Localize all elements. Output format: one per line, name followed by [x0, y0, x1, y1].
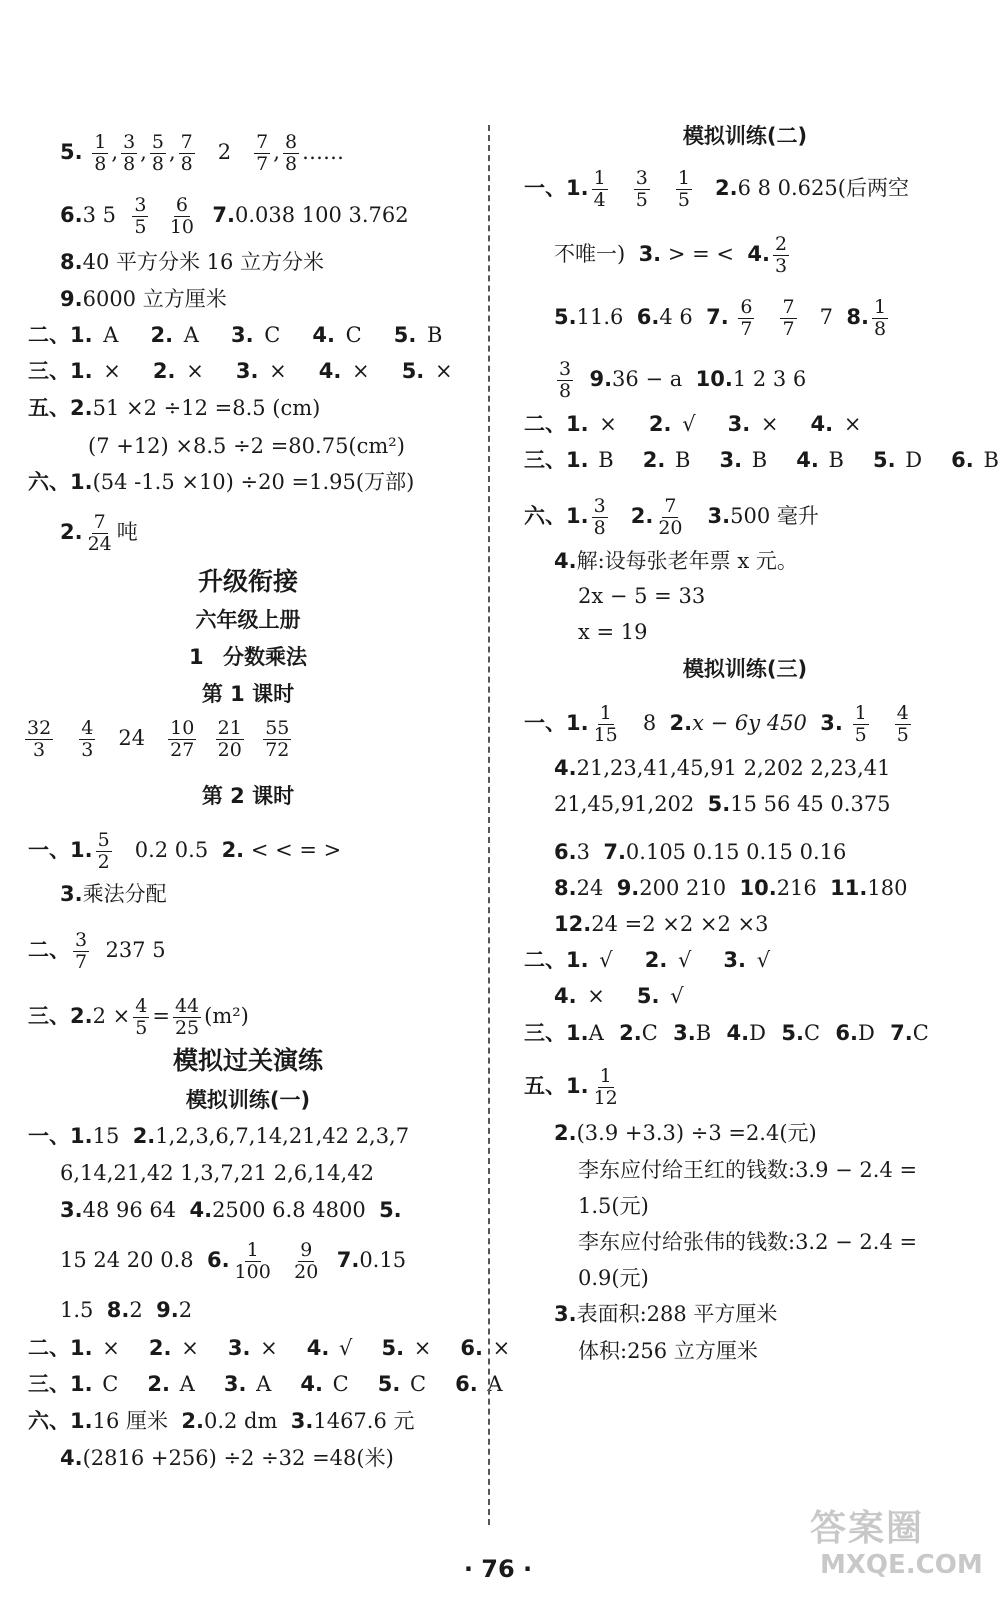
fraction: $\frac{1}{4}$ [593, 167, 606, 211]
fraction: $\frac{1}{12}$ [593, 1065, 618, 1109]
fraction: $\frac{7}{24}$ [87, 511, 112, 555]
left-line-8: (7 +12) ×8.5 ÷2 =80.75(cm²) [88, 434, 405, 458]
left-line-10: 2. $\frac{7}{24}$ 吨 [60, 511, 138, 555]
left-line-17: 6,14,21,42 1,3,7,21 2,6,14,42 [60, 1161, 374, 1185]
right-line-3: 5.11.6 6.4 6 7. $\frac{6}{7}$ $\frac{7}{7}$ 7 8. $\frac{1}{8}$ [554, 296, 887, 340]
right-line-19: 三、1.A 2.C 3.B 4.D 5.C 6.D 7.C [524, 1021, 929, 1045]
fraction: $\frac{9}{20}$ [294, 1239, 319, 1283]
fraction: $\frac{1}{100}$ [234, 1239, 271, 1283]
fraction: $\frac{44}{25}$ [174, 995, 200, 1039]
left-line-18: 3.48 96 64 4.2500 6.8 4800 5. [60, 1198, 402, 1222]
fraction: $\frac{32}{3}$ [27, 717, 52, 761]
left-line-14: 二、 $\frac{3}{7}$ 237 5 [28, 929, 166, 973]
right-line-20: 五、1. $\frac{1}{12}$ [524, 1065, 618, 1109]
left-line-4: 9.6000 立方厘米 [60, 287, 227, 311]
left-line-7: 五、2.51 ×2 ÷12 =8.5 (cm) [28, 396, 321, 420]
right-line-23: 1.5(元) [578, 1194, 649, 1218]
fraction: $\frac{7}{8}$ [180, 131, 193, 175]
fraction: $\frac{1}{8}$ [873, 296, 887, 340]
left-line-12: 一、1. $\frac{5}{2}$ 0.2 0.5 2. < < = > [28, 829, 342, 873]
left-line-20: 1.5 8.2 9.2 [60, 1298, 193, 1322]
right-line-14: 6.3 7.0.105 0.15 0.15 0.16 [554, 840, 847, 864]
page-number: · 76 · [463, 1555, 533, 1583]
right-line-16: 12.24 =2 ×2 ×2 ×3 [554, 912, 769, 936]
right-line-15: 8.24 9.200 210 10.216 11.180 [554, 876, 908, 900]
lesson-heading-2: 第 2 课时 [201, 784, 295, 808]
right-line-27: 体积:256 立方厘米 [578, 1339, 758, 1363]
left-line-21: 二、1. × 2. × 3. × 4. √ 5. × 6. × [28, 1336, 511, 1360]
left-line-23: 六、1.16 厘米 2.0.2 dm 3.1467.6 元 [28, 1409, 415, 1433]
fraction: $\frac{8}{8}$ [284, 131, 298, 175]
fraction: $\frac{4}{5}$ [896, 702, 909, 746]
fraction: $\frac{5}{8}$ [151, 131, 164, 175]
right-line-5: 二、1. × 2. √ 3. × 4. × [524, 412, 862, 436]
right-line-18: 4. × 5. √ [554, 984, 684, 1008]
watermark-text-en: MXQE.COM [820, 1550, 983, 1580]
fraction: $\frac{6}{10}$ [169, 194, 194, 238]
fraction: $\frac{3}{5}$ [635, 167, 648, 211]
fraction: $\frac{7}{7}$ [256, 131, 269, 175]
left-line-2: 6.3 5 $\frac{3}{5}$ $\frac{6}{10}$ 7.0.038 100 3.762 [60, 194, 409, 238]
right-line-6: 三、1. B 2. B 3. B 4. B 5. D 6. B [524, 448, 999, 472]
right-line-1: 一、1. $\frac{1}{4}$ $\frac{3}{5}$ $\frac{1}{5}$ 2.6 8 0.625(后两空 [524, 167, 909, 211]
fraction: $\frac{55}{72}$ [265, 717, 290, 761]
right-line-26: 3.表面积:288 平方厘米 [554, 1302, 778, 1326]
fraction: $\frac{6}{7}$ [740, 296, 753, 340]
left-line-11: $\frac{32}{3}$ $\frac{4}{3}$ 24 $\frac{10}{27}$ $\frac{21}{20}$ $\frac{55}{72}$ [27, 717, 290, 761]
right-line-7: 六、1. $\frac{3}{8}$ 2. $\frac{7}{20}$ 3.500 毫升 [524, 495, 819, 539]
watermark-text-cn: 答案圈 [810, 1508, 925, 1549]
fraction: $\frac{21}{20}$ [217, 717, 242, 761]
right-line-13: 21,45,91,202 5.15 56 45 0.375 [554, 792, 891, 816]
right-line-12: 4.21,23,41,45,91 2,202 2,23,41 [554, 756, 891, 780]
watermark-logo [810, 1500, 983, 1590]
right-line-2: 不唯一) 3. > = < 4. $\frac{2}{3}$ [554, 233, 788, 277]
fraction: $\frac{3}{8}$ [559, 358, 572, 402]
right-line-21: 2.(3.9 +3.3) ÷3 =2.4(元) [554, 1121, 817, 1145]
left-line-15: 三、2.2 × $\frac{4}{5}$ = $\frac{44}{25}$ (m²) [28, 995, 249, 1039]
fraction: $\frac{10}{27}$ [170, 717, 195, 761]
fraction: $\frac{3}{5}$ [134, 194, 147, 238]
fraction: $\frac{3}{8}$ [123, 131, 136, 175]
practice-heading-1: 模拟训练(一) [185, 1088, 311, 1112]
fraction: $\frac{7}{20}$ [658, 495, 683, 539]
left-line-16: 一、1.15 2.1,2,3,6,7,14,21,42 2,3,7 [28, 1124, 410, 1148]
grade-heading: 六年级上册 [195, 608, 301, 632]
practice-heading-2: 模拟训练(二) [682, 124, 808, 148]
right-line-25: 0.9(元) [578, 1266, 649, 1290]
fraction: $\frac{2}{3}$ [774, 233, 788, 277]
left-line-6: 三、1. × 2. × 3. × 4. × 5. × [28, 359, 453, 383]
left-line-22: 三、1. C 2. A 3. A 4. C 5. C 6. A [28, 1372, 503, 1396]
left-line-13: 3.乘法分配 [60, 882, 167, 906]
practice-heading-3: 模拟训练(三) [682, 657, 808, 681]
right-line-10: x = 19 [578, 620, 648, 644]
left-line-19: 15 24 20 0.8 6. $\frac{1}{100}$ $\frac{9}{20}$ 7.0.15 [60, 1239, 407, 1283]
left-line-1: 5. $\frac{1}{8}$ , $\frac{3}{8}$ , $\frac{5}{8}$ , $\frac{7}{8}$ 2 $\frac{7}{7}$ , $\frac{8}{8}$ …… [60, 131, 345, 175]
right-line-4: $\frac{3}{8}$ 9.36 − a 10.1 2 3 6 [559, 358, 807, 402]
fraction: $\frac{5}{2}$ [97, 829, 110, 873]
left-line-9: 六、1.(54 -1.5 ×10) ÷20 =1.95(万部) [28, 470, 415, 494]
lesson-heading-1: 第 1 课时 [201, 682, 295, 706]
right-line-22: 李东应付给王红的钱数:3.9 − 2.4 = [578, 1158, 918, 1182]
fraction: $\frac{4}{3}$ [81, 717, 94, 761]
fraction: $\frac{1}{8}$ [94, 131, 107, 175]
column-divider [488, 125, 490, 1525]
left-line-5: 二、1. A 2. A 3. C 4. C 5. B [28, 323, 443, 347]
fraction: $\frac{1}{15}$ [593, 702, 618, 746]
fraction: $\frac{3}{7}$ [75, 929, 88, 973]
right-line-11: 一、1. $\frac{1}{15}$ 8 2.x − 6y 450 3. $\frac{1}{5}$ $\frac{4}{5}$ [524, 702, 909, 746]
right-line-8: 4.解:设每张老年票 x 元。 [554, 549, 798, 573]
unit-heading: 1 分数乘法 [189, 645, 307, 669]
fraction: $\frac{1}{5}$ [677, 167, 690, 211]
right-line-9: 2x − 5 = 33 [578, 584, 706, 608]
left-line-24: 4.(2816 +256) ÷2 ÷32 =48(米) [60, 1446, 394, 1470]
right-line-24: 李东应付给张伟的钱数:3.2 − 2.4 = [578, 1230, 918, 1254]
fraction: $\frac{7}{7}$ [782, 296, 795, 340]
fraction: $\frac{4}{5}$ [135, 995, 148, 1039]
section-heading-practice: 模拟过关演练 [172, 1046, 323, 1075]
fraction: $\frac{3}{8}$ [593, 495, 606, 539]
section-heading-upgrade: 升级衔接 [197, 567, 298, 596]
left-line-3: 8.40 平方分米 16 立方分米 [60, 250, 325, 274]
fraction: $\frac{1}{5}$ [854, 702, 867, 746]
right-line-17: 二、1. √ 2. √ 3. √ [524, 948, 771, 972]
